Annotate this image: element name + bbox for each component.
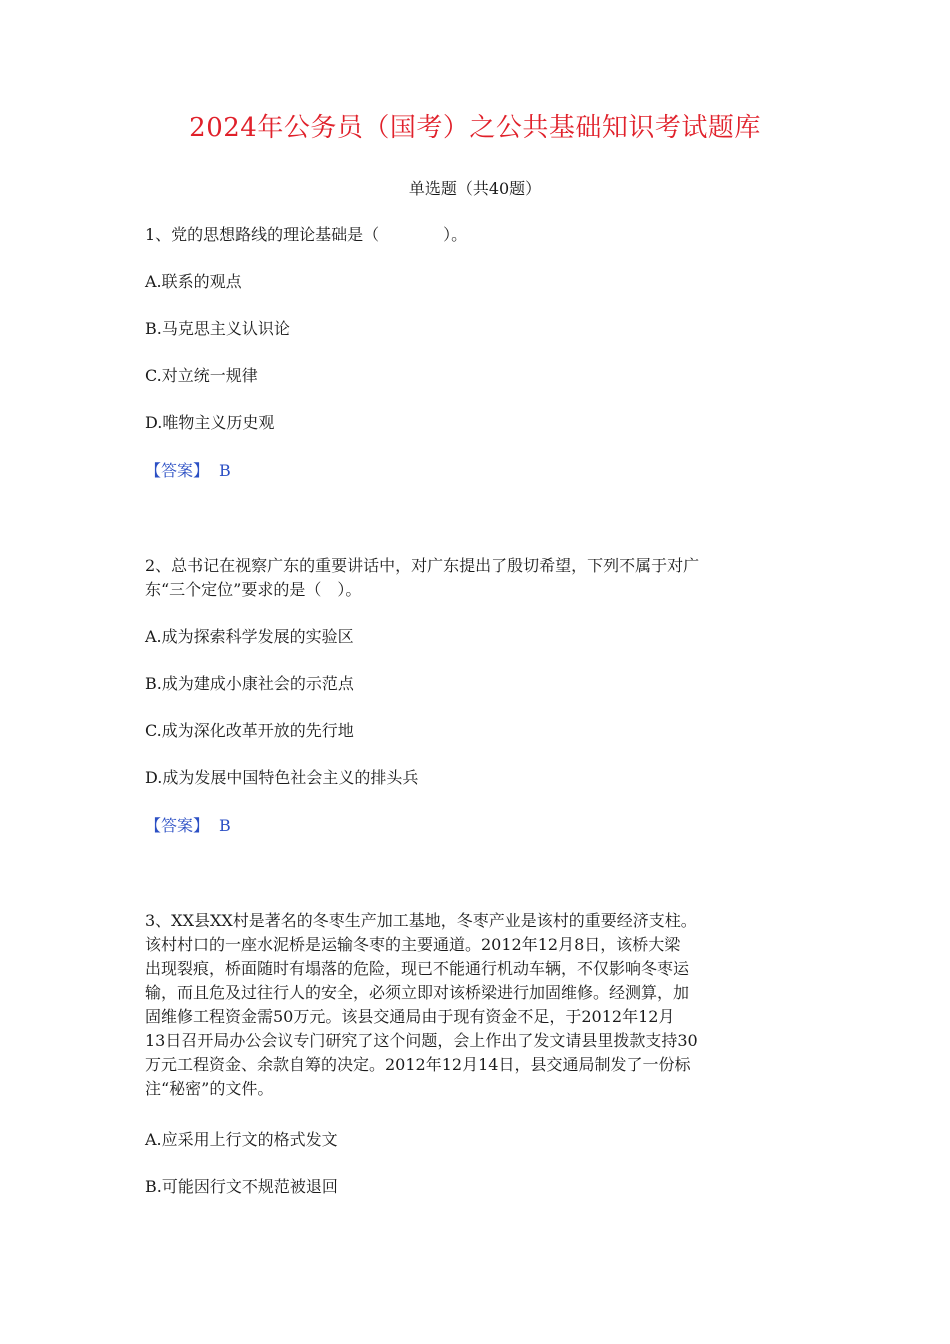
answer-value: B [219, 461, 231, 480]
document-title: 2024年公务员（国考）之公共基础知识考试题库 [189, 113, 761, 143]
answer-label: 【答案】 [145, 816, 210, 835]
question-1-option-b: B.马克思主义认识论 [145, 319, 290, 338]
answer-value: B [219, 816, 231, 835]
question-3-stem-line-3: 出现裂痕，桥面随时有塌落的危险，现已不能通行机动车辆，不仅影响冬枣运 [145, 959, 690, 978]
question-1-answer [145, 458, 231, 481]
question-2-option-b: B.成为建成小康社会的示范点 [145, 674, 354, 693]
question-2-option-c: C.成为深化改革开放的先行地 [145, 721, 354, 740]
question-3-stem-line-6: 13日召开局办公会议专门研究了这个问题，会上作出了发文请县里拨款支持30 [145, 1031, 698, 1050]
question-3-option-a: A.应采用上行文的格式发文 [145, 1130, 338, 1149]
answer-label: 【答案】 [145, 461, 210, 480]
question-2-answer [145, 813, 231, 836]
section-heading: 单选题（共40题） [408, 179, 542, 198]
question-2-stem-line-1: 2、总书记在视察广东的重要讲话中，对广东提出了殷切希望，下列不属于对广 [145, 556, 700, 575]
question-2-option-a: A.成为探索科学发展的实验区 [145, 627, 354, 646]
question-1-option-a: A.联系的观点 [145, 272, 242, 291]
question-3-stem-line-7: 万元工程资金、余款自筹的决定。2012年12月14日，县交通局制发了一份标 [145, 1055, 691, 1074]
question-1-stem: 1、党的思想路线的理论基础是（ ）。 [145, 225, 468, 244]
question-1-option-d: D.唯物主义历史观 [145, 413, 275, 432]
question-2-stem-line-2: 东“三个定位”要求的是（ ）。 [145, 580, 362, 599]
question-3-option-b: B.可能因行文不规范被退回 [145, 1177, 338, 1196]
question-3-stem-line-4: 输，而且危及过往行人的安全，必须立即对该桥梁进行加固维修。经测算，加 [145, 983, 690, 1002]
question-3-stem-line-8: 注“秘密”的文件。 [145, 1079, 274, 1098]
question-3-stem-line-5: 固维修工程资金需50万元。该县交通局由于现有资金不足，于2012年12月 [145, 1007, 675, 1026]
question-3-stem-line-2: 该村村口的一座水泥桥是运输冬枣的主要通道。2012年12月8日，该桥大梁 [145, 935, 681, 954]
question-2-option-d: D.成为发展中国特色社会主义的排头兵 [145, 768, 419, 787]
question-1-option-c: C.对立统一规律 [145, 366, 258, 385]
question-3-stem-line-1: 3、XX县XX村是著名的冬枣生产加工基地，冬枣产业是该村的重要经济支柱。 [145, 911, 697, 930]
